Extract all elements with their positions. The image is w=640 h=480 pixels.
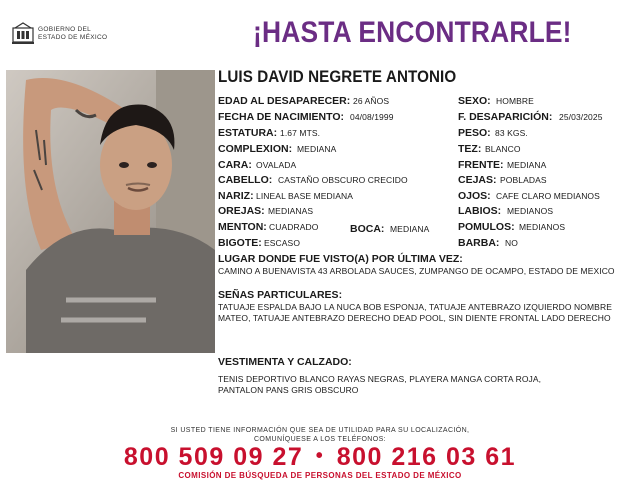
person-photo (6, 70, 215, 353)
photo-illustration (6, 70, 215, 353)
logo-line-1: GOBIERNO DEL (38, 26, 92, 33)
label-peso: PESO: (458, 127, 491, 139)
label-nariz: NARIZ: (218, 190, 254, 202)
value-nariz: LINEAL BASE MEDIANA (256, 191, 354, 201)
label-clothing: VESTIMENTA Y CALZADO: (218, 356, 352, 368)
value-clothing: TENIS DEPORTIVO BLANCO RAYAS NEGRAS, PLAYERA MANGA CORTA ROJA, PANTALON PANS GRIS OBSCURO (218, 374, 542, 395)
value-fecha-nacimiento: 04/08/1999 (350, 112, 394, 122)
value-barba: NO (505, 238, 518, 248)
value-edad: 26 AÑOS (353, 96, 390, 106)
value-labios: MEDIANOS (507, 206, 554, 216)
phone-number-2[interactable]: 800 216 03 61 (336, 443, 517, 471)
value-bigote: ESCASO (264, 238, 301, 248)
coat-of-arms-icon (12, 22, 34, 46)
logo-text (38, 26, 107, 41)
label-particular-marks: SEÑAS PARTICULARES: (218, 289, 343, 301)
value-cejas: POBLADAS (500, 175, 547, 185)
value-pomulos: MEDIANOS (519, 222, 566, 232)
label-tez: TEZ: (458, 143, 482, 155)
logo-line-2: ESTADO DE MÉXICO (38, 33, 108, 41)
government-logo (12, 22, 122, 48)
value-estatura: 1.67 MTS. (280, 128, 321, 138)
label-frente: FRENTE: (458, 159, 504, 171)
value-complexion: MEDIANA (297, 144, 337, 154)
label-pomulos: POMULOS: (458, 221, 515, 233)
label-bigote: BIGOTE: (218, 237, 262, 249)
label-orejas: OREJAS: (218, 205, 265, 217)
phone-numbers (0, 443, 640, 472)
label-cabello: CABELLO: (218, 174, 273, 186)
label-cejas: CEJAS: (458, 174, 497, 186)
value-menton: CUADRADO (269, 222, 319, 232)
organization-name: COMISIÓN DE BÚSQUEDA DE PERSONAS DEL ESTADO DE MÉXICO (178, 471, 462, 480)
value-tez: BLANCO (485, 144, 521, 154)
label-ojos: OJOS: (458, 190, 491, 202)
label-sexo: SEXO: (458, 95, 491, 107)
phone-number-1[interactable]: 800 509 09 27 (123, 443, 304, 471)
value-fecha-desaparicion: 25/03/2025 (559, 112, 603, 122)
label-barba: BARBA: (458, 237, 500, 249)
value-orejas: MEDIANAS (268, 206, 314, 216)
contact-note-line-2: COMUNÍQUESE A LOS TELÉFONOS: (253, 436, 387, 443)
contact-note (0, 426, 640, 444)
label-cara: CARA: (218, 159, 252, 171)
label-labios: LABIOS: (458, 205, 502, 217)
label-fecha-nacimiento: FECHA DE NACIMIENTO: (218, 111, 344, 123)
phone-separator: • (315, 445, 325, 467)
value-boca: MEDIANA (390, 224, 430, 234)
value-cabello: CASTAÑO OBSCURO CRECIDO (278, 175, 408, 185)
label-complexion: COMPLEXION: (218, 143, 293, 155)
value-cara: OVALADA (256, 160, 297, 170)
label-menton: MENTON: (218, 221, 267, 233)
value-ojos: CAFE CLARO MEDIANOS (496, 191, 600, 201)
value-frente: MEDIANA (507, 160, 547, 170)
label-fecha-desaparicion: F. DESAPARICIÓN: (458, 111, 553, 123)
value-sexo: HOMBRE (496, 96, 534, 106)
headline: ¡HASTA ENCONTRARLE! (253, 16, 572, 49)
value-peso: 83 KGS. (495, 128, 528, 138)
label-last-seen: LUGAR DONDE FUE VISTO(A) POR ÚLTIMA VEZ: (218, 253, 463, 265)
contact-note-line-1: SI USTED TIENE INFORMACIÓN QUE SEA DE UTILIDAD PARA SU LOCALIZACIÓN, (170, 427, 470, 434)
value-particular-marks: TATUAJE ESPALDA BAJO LA NUCA BOB ESPONJA, TATUAJE ANTEBRAZO IZQUIERDO NOMBRE MATEO, TATUAJE ANTEBRAZO DERECHO DEAD POOL, SIN DIENTE FRONTAL LADO DERECHO (218, 302, 612, 323)
label-edad: EDAD AL DESAPARECER: (218, 95, 351, 107)
label-estatura: ESTATURA: (218, 127, 278, 139)
label-boca: BOCA: (350, 223, 385, 235)
value-last-seen: CAMINO A BUENAVISTA 43 ARBOLADA SAUCES, ZUMPANGO DE OCAMPO, ESTADO DE MEXICO (218, 266, 615, 276)
person-name: LUIS DAVID NEGRETE ANTONIO (218, 68, 457, 86)
